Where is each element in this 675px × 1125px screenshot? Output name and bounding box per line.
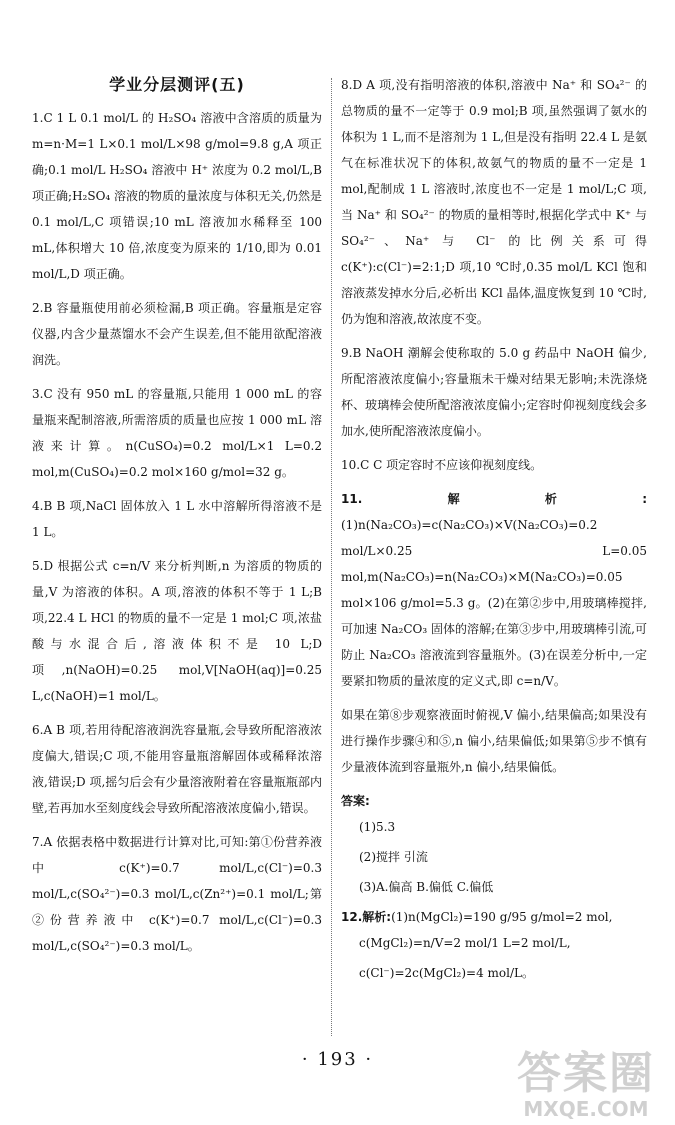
q11-answer: (3)A.偏高 B.偏低 C.偏低 <box>359 880 494 894</box>
q12-label: 12.解析: <box>341 910 392 924</box>
answer-item: 9.B NaOH 潮解会使称取的 5.0 g 药品中 NaOH 偏少,所配溶液浓度偏小;容量瓶未干燥对结果无影响;未洗涤烧杯、玻璃棒会使所配溶液浓度偏小;定容时仰视刻度线会多加水,使所配溶液浓度偏小。 <box>341 346 647 438</box>
answer-item-11 <box>341 486 647 694</box>
right-column <box>341 72 647 990</box>
q11-answer: (1)5.3 <box>359 820 396 834</box>
answer-item-12 <box>341 904 647 930</box>
q11-body: (1)n(Na₂CO₃)=c(Na₂CO₃)×V(Na₂CO₃)=0.2 mol/L×0.25 L=0.05 mol,m(Na₂CO₃)=n(Na₂CO₃)×M(Na₂CO₃)=0.05 mol×106 g/mol=5.3 g。(2)在第②步中,用玻璃棒搅拌,可加速 Na₂CO₃ 固体的溶解;在第③步中,用玻璃棒引流,可防止 Na₂CO₃ 溶液流到容量瓶外。(3)在误差分析中,一定要紧扣物质的量浓度的定义式,即 c=n/V。 <box>341 518 647 688</box>
q12-line: c(Cl⁻)=2c(MgCl₂)=4 mol/L。 <box>359 966 534 980</box>
answer-item: 5.D 根据公式 c=n/V 来分析判断,n 为溶质的物质的量,V 为溶液的体积。A 项,溶液的体积不等于 1 L;B 项,22.4 L HCl 的物质的量不一定是 1 mol;C 项,浓盐酸与水混合后,溶液体积不是 10 L;D 项,n(NaOH)=0.25 mol,V[NaOH(aq)]=0.25 L,c(NaOH)=1 mol/L。 <box>32 559 322 703</box>
answer-item: 2.B 容量瓶使用前必须检漏,B 项正确。容量瓶是定容仪器,内含少量蒸馏水不会产生误差,但不能用欲配溶液润洗。 <box>32 301 322 367</box>
column-divider <box>331 78 332 1036</box>
watermark-url: MXQE.COM <box>523 1097 649 1121</box>
answer-item: 7.A 依据表格中数据进行计算对比,可知:第①份营养液中 c(K⁺)=0.7 mol/L,c(Cl⁻)=0.3 mol/L,c(SO₄²⁻)=0.3 mol/L,c(Zn²⁺)=0.1 mol/L;第②份营养液中 c(K⁺)=0.7 mol/L,c(Cl⁻)=0.3 mol/L,c(SO₄²⁻)=0.3 mol/L。 <box>32 835 322 953</box>
q11-answer-label: 答案: <box>341 794 370 808</box>
answer-item: 3.C 没有 950 mL 的容量瓶,只能用 1 000 mL 的容量瓶来配制溶液,所需溶质的质量也应按 1 000 mL 溶液来计算。n(CuSO₄)=0.2 mol/L×1 L=0.2 mol,m(CuSO₄)=0.2 mol×160 g/mol=32 g。 <box>32 387 322 479</box>
watermark-logo: 答案圈 <box>517 1048 655 1099</box>
answer-item: 1.C 1 L 0.1 mol/L 的 H₂SO₄ 溶液中含溶质的质量为 m=n·M=1 L×0.1 mol/L×98 g/mol=9.8 g,A 项正确;0.1 mol/L H₂SO₄ 溶液中 H⁺ 浓度为 0.2 mol/L,B 项正确;H₂SO₄ 溶液的物质的量浓度与体积无关,仍然是 0.1 mol/L,C 项错误;10 mL 溶液加水稀释至 100 mL,体积增大 10 倍,浓度变为原来的 1/10,即为 0.01 mol/L,D 项正确。 <box>32 111 322 281</box>
q11-answer: (2)搅拌 引流 <box>359 850 428 864</box>
q11-label: 11.解析: <box>341 492 647 506</box>
page-title: 学业分层测评(五) <box>109 75 245 94</box>
answer-item: 4.B B 项,NaCl 固体放入 1 L 水中溶解所得溶液不是 1 L。 <box>32 499 322 539</box>
q11-extra: 如果在第⑧步观察液面时俯视,V 偏小,结果偏高;如果没有进行操作步骤④和⑤,n 偏小,结果偏低;如果第⑤步不慎有少量液体流到容量瓶外,n 偏小,结果偏低。 <box>341 708 647 774</box>
left-column <box>32 72 322 967</box>
q12-line: c(MgCl₂)=n/V=2 mol/1 L=2 mol/L, <box>359 936 571 950</box>
watermark <box>511 1050 661 1120</box>
answer-item: 6.A B 项,若用待配溶液润洗容量瓶,会导致所配溶液浓度偏大,错误;C 项,不能用容量瓶溶解固体或稀释浓溶液,错误;D 项,摇匀后会有少量溶液附着在容量瓶瓶部内壁,若再加水至刻度线会导致所配溶液浓度偏小,错误。 <box>32 723 322 815</box>
answer-item: 8.D A 项,没有指明溶液的体积,溶液中 Na⁺ 和 SO₄²⁻ 的总物质的量不一定等于 0.9 mol;B 项,虽然强调了氨水的体积为 1 L,而不是溶剂为 1 L,但是没有指明 22.4 L 是氨气在标准状况下的体积,故氨气的物质的量不一定是 1 mol,配制成 1 L 溶液时,浓度也不一定是 1 mol/L;C 项,当 Na⁺ 和 SO₄²⁻ 的物质的量相等时,根据化学式中 K⁺ 与 SO₄²⁻、Na⁺ 与 Cl⁻ 的比例关系可得 c(K⁺):c(Cl⁻)=2:1;D 项,10 ℃时,0.35 mol/L KCl 饱和溶液蒸发掉水分后,必析出 KCl 晶体,温度恢复到 10 ℃时,仍为饱和溶液,故浓度不变。 <box>341 78 647 326</box>
q12-line: (1)n(MgCl₂)=190 g/95 g/mol=2 mol, <box>391 910 613 924</box>
answer-item: 10.C C 项定容时不应该仰视刻度线。 <box>341 458 543 472</box>
page-number: · 193 · <box>301 1049 374 1070</box>
